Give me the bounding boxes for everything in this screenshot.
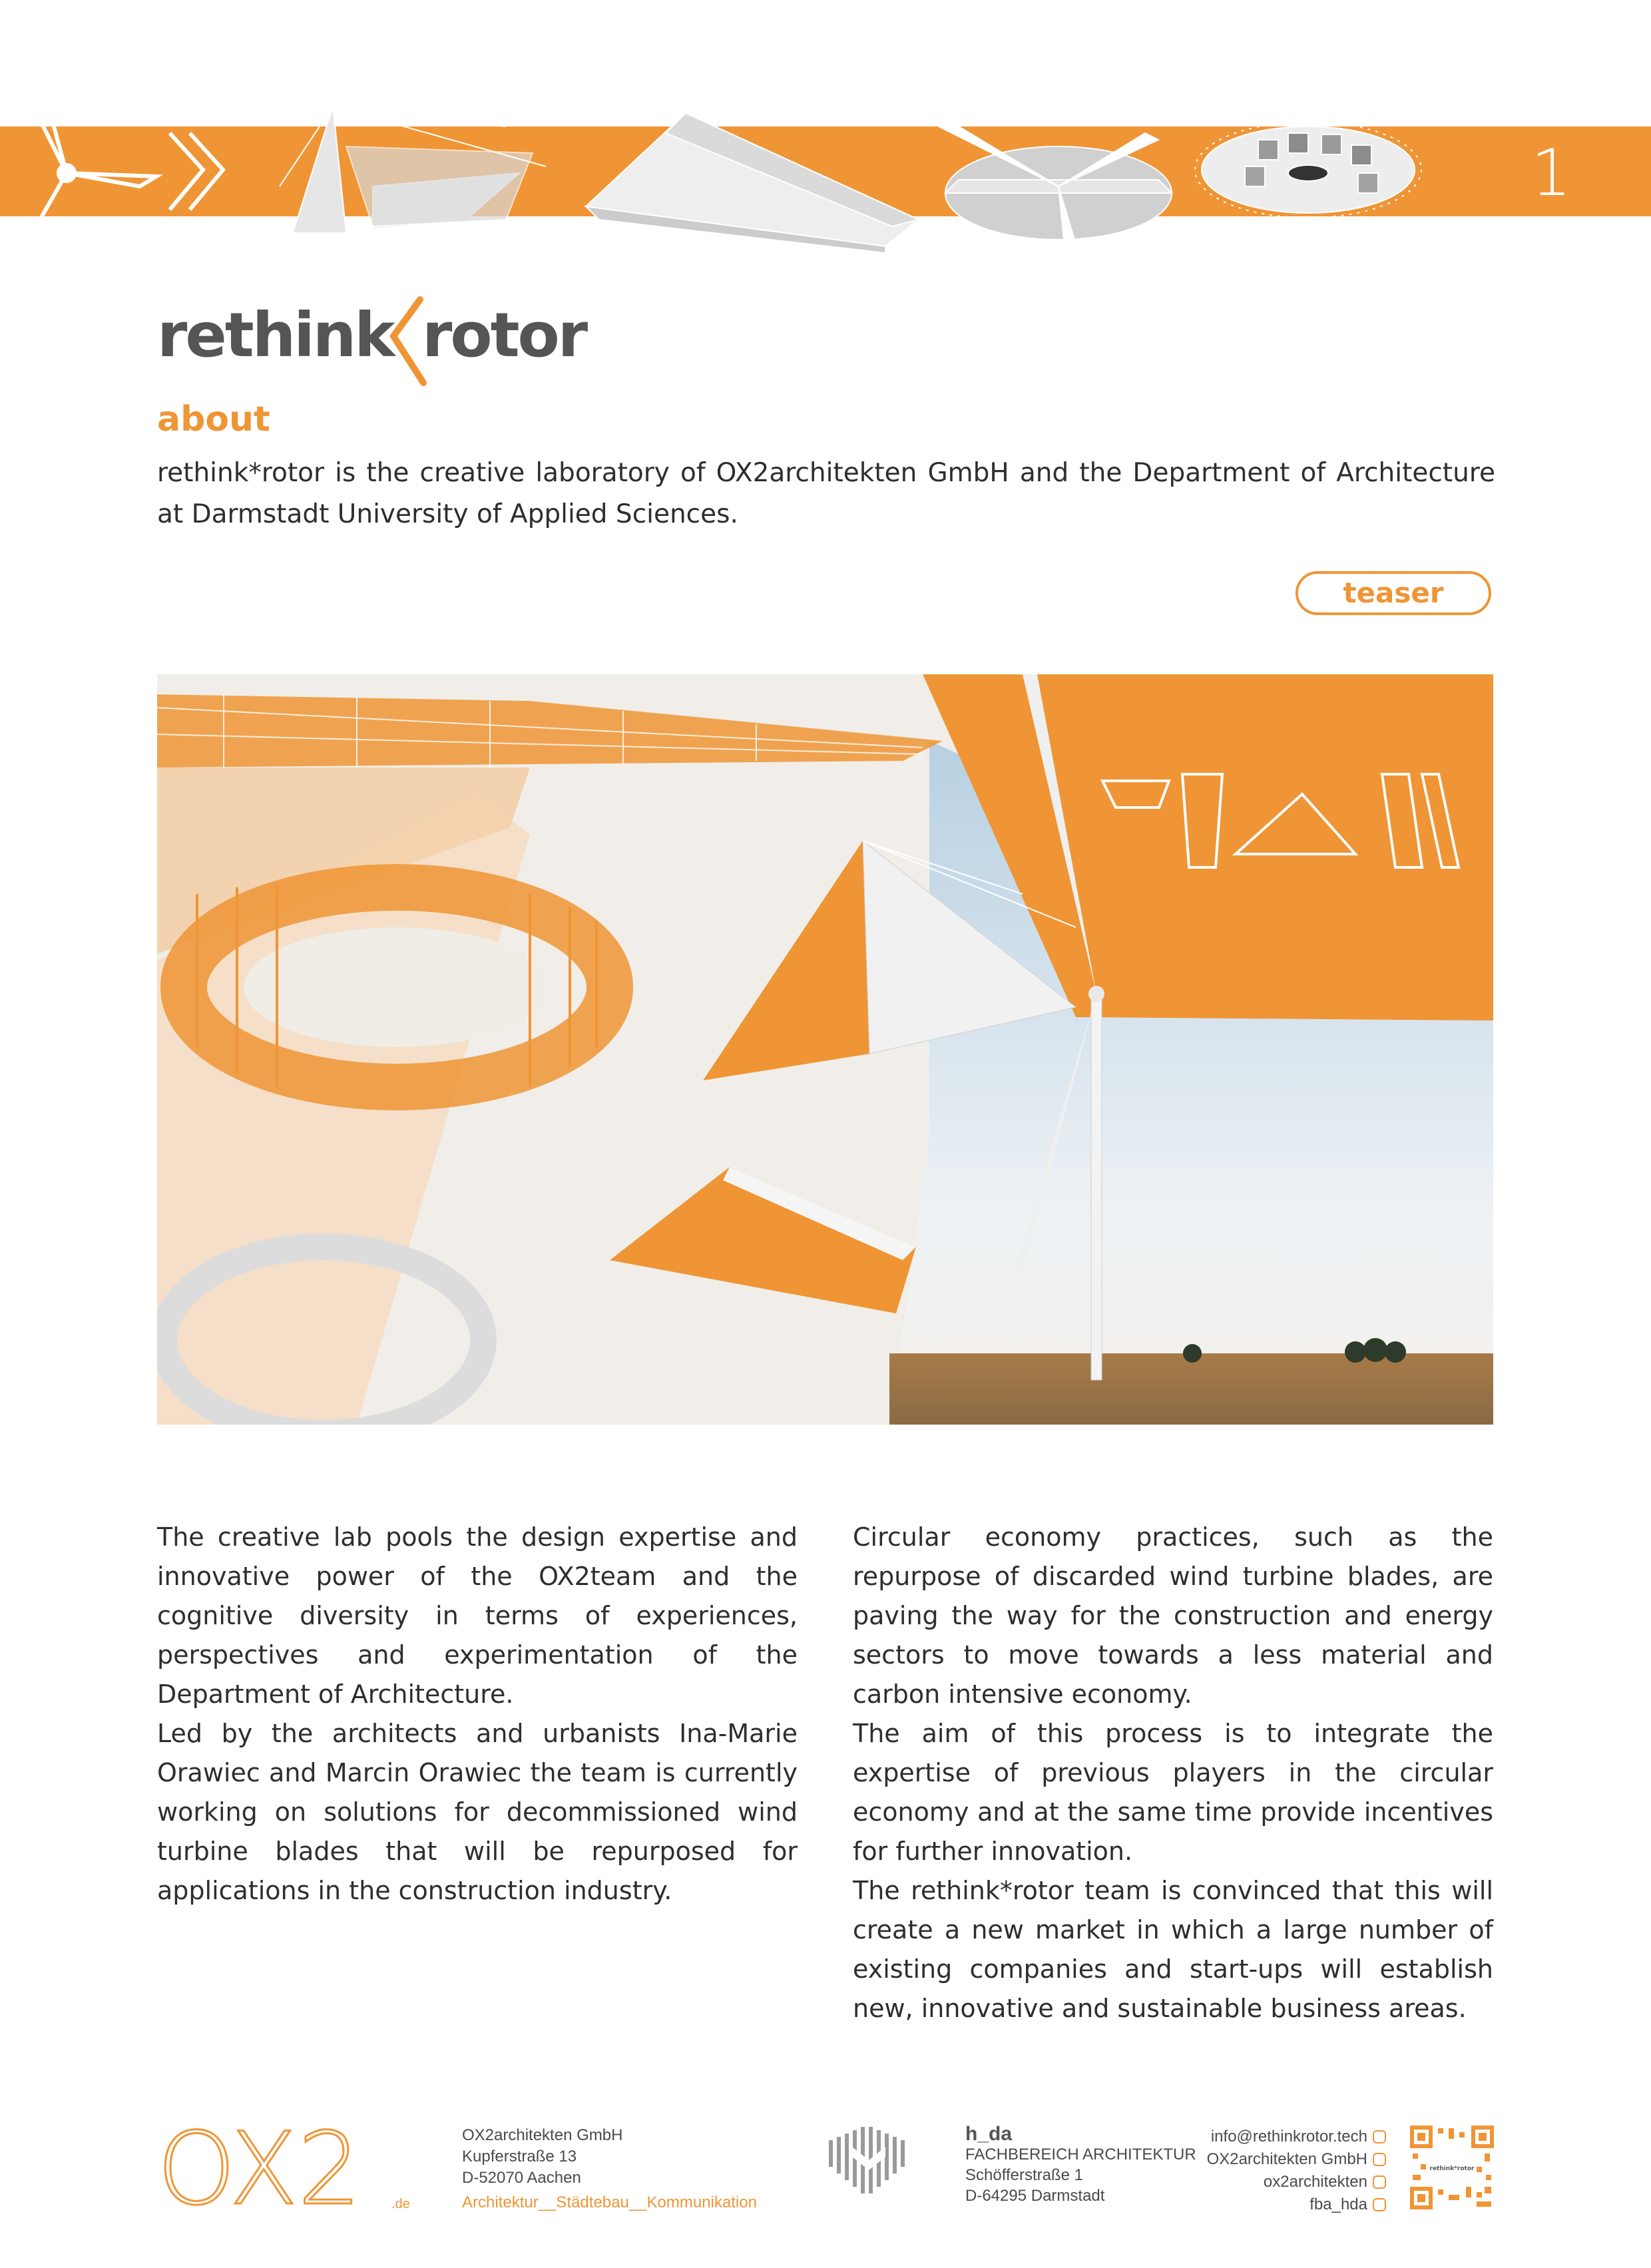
chevron-right-icon (170, 133, 223, 210)
logo-text-right: rotor (422, 300, 587, 371)
paragraph: The aim of this process is to integrate the expertise of previous players in the circular economy and at the same time provide incentives for further innovation. (853, 1719, 1493, 1866)
hda-city: D-64295 Darmstadt (965, 2187, 1105, 2205)
contact-instagram-hda[interactable] (1145, 2193, 1386, 2216)
instagram-icon (1373, 2130, 1386, 2144)
contact-text: info@rethinkrotor.tech (1210, 2128, 1367, 2146)
body-column-right (853, 1518, 1493, 2028)
qr-code[interactable] (1410, 2126, 1494, 2209)
ox2-address (462, 2125, 622, 2189)
paragraph: The rethink*rotor team is convinced that this will create a new market in which a large number of existing companies and start-ups will establish new, innovative and sustainable business areas. (853, 1876, 1493, 2023)
svg-text:.de (391, 2197, 410, 2211)
banner-illustrations (0, 87, 1651, 266)
hda-name: h_da (965, 2123, 1013, 2145)
body-column-left (157, 1518, 798, 1911)
wind-turbine-icon (27, 93, 156, 243)
hero-collage-image (157, 674, 1493, 1425)
ox2-logo[interactable] (157, 2120, 417, 2213)
teaser-button[interactable]: teaser (1296, 571, 1491, 615)
ring-plaza-illustration (1195, 122, 1421, 218)
contact-list (1145, 2126, 1386, 2216)
hda-street: Schöfferstraße 1 (965, 2166, 1083, 2184)
svg-text:rethink (157, 300, 396, 371)
qr-label: rethink*rotor (1429, 2165, 1475, 2172)
contact-linkedin[interactable] (1145, 2148, 1386, 2171)
instagram-icon (1373, 2198, 1386, 2211)
pavilion-illustration-1 (280, 107, 546, 233)
ox2-tagline: Architektur__Städtebau__Kommunikation (462, 2193, 757, 2211)
disc-turbine-illustration (939, 126, 1172, 253)
ox2-city: D-52070 Aachen (462, 2169, 581, 2187)
logo-text-left: rethink (157, 300, 393, 371)
svg-text:rotor (422, 300, 589, 371)
contact-text: OX2architekten GmbH (1206, 2150, 1367, 2168)
paragraph: Circular economy practices, such as the repurpose of discarded wind turbine blades, are paving the way for the construction and energy sectors to move towards a less material and carbon intensive economy. (853, 1522, 1493, 1709)
ox2-company: OX2architekten GmbH (462, 2126, 623, 2144)
about-text: rethink*rotor is the creative laboratory of OX2architekten GmbH and the Department of Architecture at Darmstadt University of Applied Sciences. (157, 458, 1495, 529)
linkedin-icon (1373, 2153, 1386, 2166)
ox2-street: Kupferstraße 13 (462, 2148, 577, 2165)
paragraph: Led by the architects and urbanists Ina-Marie Orawiec and Marcin Orawiec the team is currently working on solutions for decommissioned wind turbine blades that will be repurposed for applications in the construction industry. (157, 1719, 798, 1905)
ox2-logo-text: OX2 (157, 2120, 361, 2213)
svg-text:OX2 (157, 2120, 361, 2213)
contact-email[interactable] (1145, 2126, 1386, 2148)
instagram-icon (1373, 2175, 1386, 2189)
contact-text: fba_hda (1309, 2195, 1367, 2213)
hda-department: FACHBEREICH ARCHITEKTUR (965, 2146, 1196, 2163)
svg-text:rethink*rotor (1430, 2165, 1475, 2172)
about-heading: about (157, 399, 270, 439)
paragraph: The creative lab pools the design expertise and innovative power of the OX2team and the cognitive diversity in terms of experiences, perspectives and experimentation of the Department of Architecture. (157, 1522, 798, 1709)
contact-instagram-ox2[interactable] (1145, 2171, 1386, 2193)
contact-text: ox2architekten (1263, 2173, 1367, 2191)
logo-bracket-icon (393, 300, 423, 383)
rethink-rotor-logo (157, 273, 590, 399)
pavilion-illustration-2 (586, 113, 919, 253)
hda-logo-icon (822, 2120, 915, 2207)
ox2-logo-suffix: .de (391, 2197, 410, 2211)
page-number: 1 (1531, 136, 1572, 210)
